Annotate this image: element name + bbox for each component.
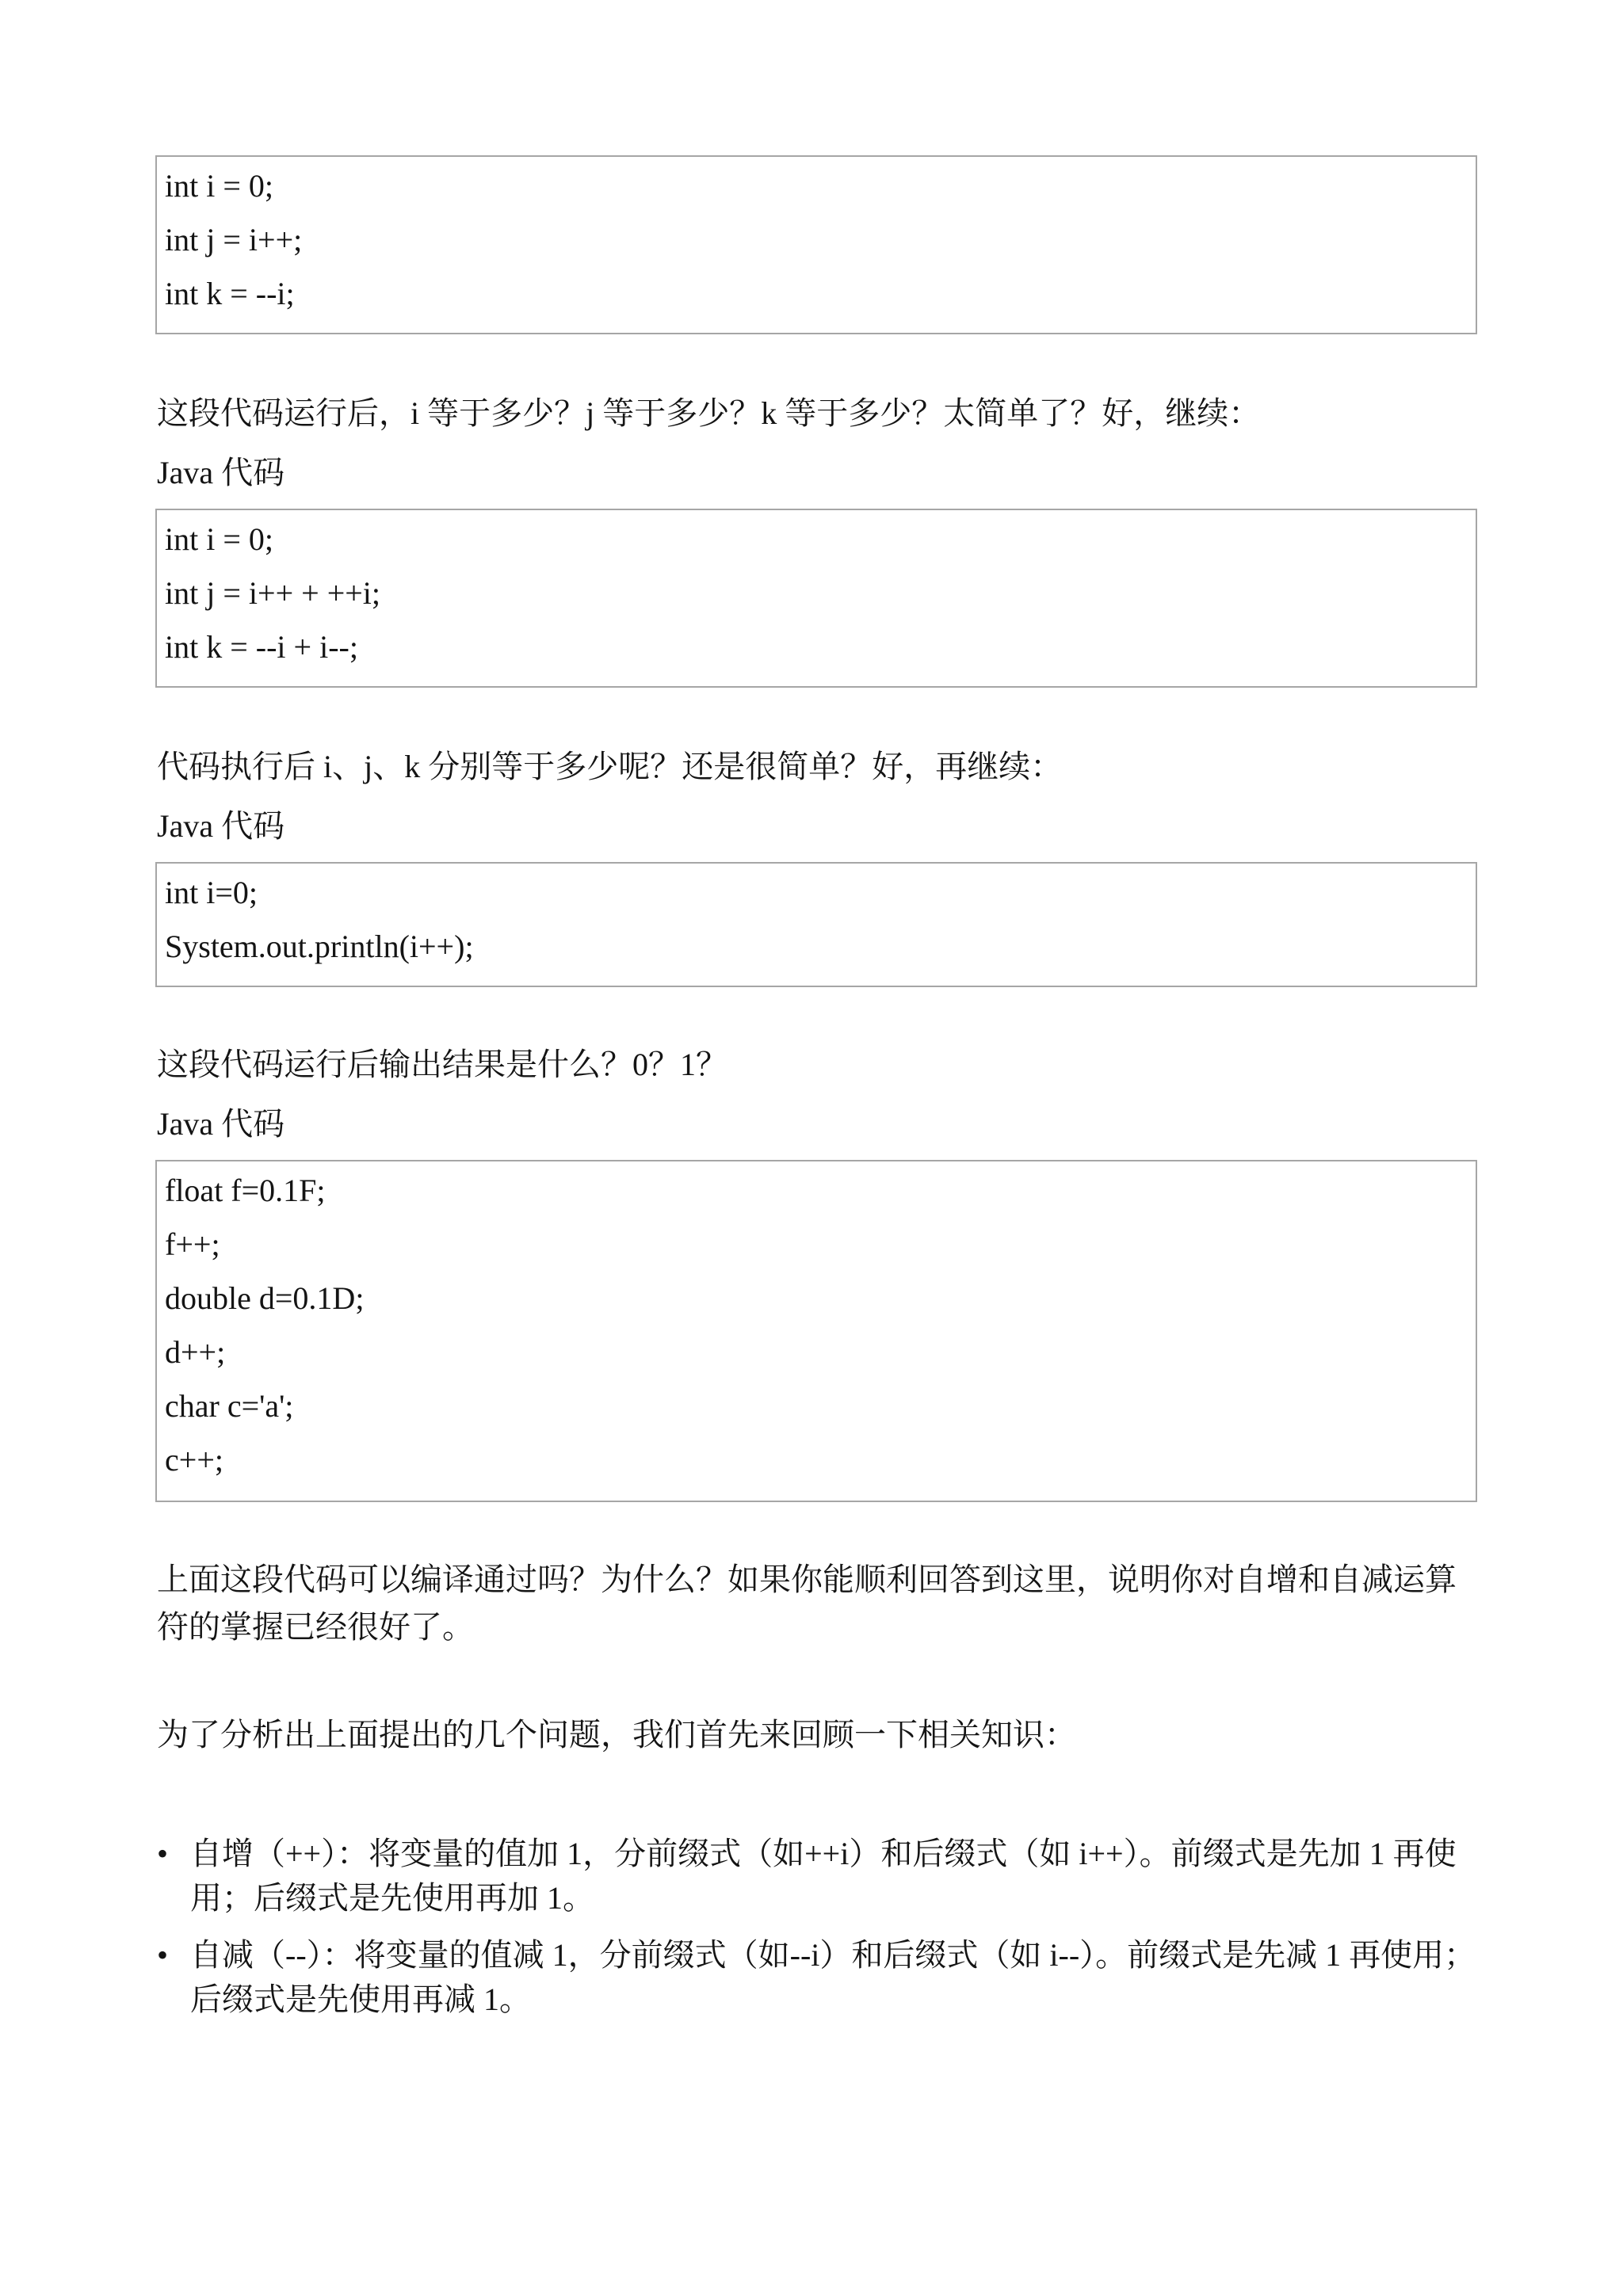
- code-block-4: [155, 1160, 1477, 1502]
- code-line: int i=0;: [165, 875, 258, 910]
- code-line: int i = 0;: [165, 521, 274, 557]
- question-3: 这段代码运行后输出结果是什么？0？1？: [157, 1047, 727, 1082]
- code-block-1: [155, 155, 1477, 334]
- code-line: f++;: [165, 1226, 220, 1262]
- code-label: Java 代码: [157, 808, 285, 844]
- code-block-3: [155, 862, 1477, 987]
- bullet-marker: •: [157, 1937, 169, 1973]
- code-line: int i = 0;: [165, 168, 274, 204]
- code-line: System.out.println(i++);: [165, 929, 474, 964]
- code-line: float f=0.1F;: [165, 1173, 326, 1208]
- bullet-marker: •: [157, 1836, 169, 1871]
- bullet-decrement: 自减（--）：将变量的值减 1，分前缀式（如--i）和后缀式（如 i--）。前缀式是先减 1 再使用；后缀式是先使用再减 1。: [190, 1937, 1476, 2017]
- code-line: d++;: [165, 1334, 226, 1370]
- question-2: 代码执行后 i、j、k 分别等于多少呢？还是很简单？好，再继续：: [157, 749, 1063, 784]
- code-block-2: [155, 509, 1477, 688]
- code-label: Java 代码: [157, 1106, 285, 1142]
- code-label: Java 代码: [157, 455, 285, 490]
- code-line: double d=0.1D;: [165, 1280, 365, 1316]
- bullet-increment: 自增（++）：将变量的值加 1，分前缀式（如++i）和后缀式（如 i++）。前缀式是先加 1 再使用；后缀式是先使用再加 1。: [190, 1836, 1457, 1916]
- code-line: char c='a';: [165, 1388, 294, 1424]
- intro-paragraph: 为了分析出上面提出的几个问题，我们首先来回顾一下相关知识：: [157, 1717, 1076, 1753]
- code-line: int k = --i + i--;: [165, 629, 358, 665]
- question-4: 上面这段代码可以编译通过吗？为什么？如果你能顺利回答到这里，说明你对自增和自减运算符的掌握已经很好了。: [157, 1562, 1457, 1645]
- code-line: int j = i++ + ++i;: [165, 575, 381, 611]
- code-line: int j = i++;: [165, 222, 303, 257]
- code-line: c++;: [165, 1442, 223, 1478]
- question-1: 这段代码运行后，i 等于多少？j 等于多少？k 等于多少？太简单了？好，继续：: [157, 395, 1261, 431]
- code-line: int k = --i;: [165, 276, 295, 311]
